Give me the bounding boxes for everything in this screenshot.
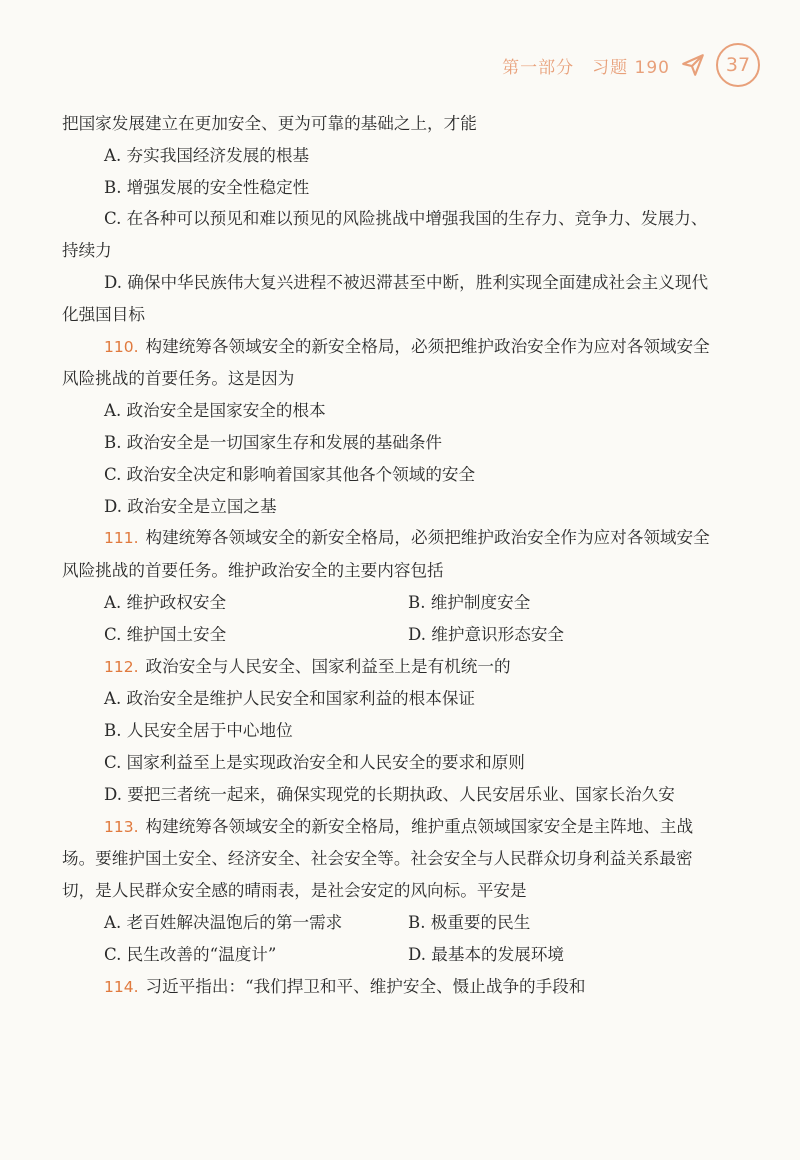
options-row: [62, 587, 712, 619]
question-111: [62, 522, 712, 587]
option-c: C. 国家利益至上是实现政治安全和人民安全的要求和原则: [104, 752, 525, 772]
option-a: A. 政治安全是维护人民安全和国家利益的根本保证: [104, 689, 476, 709]
question-number: 112.: [104, 657, 139, 676]
option-b: B. 人民安全居于中心地位: [104, 721, 293, 741]
page-number: 37: [716, 43, 760, 87]
question-number: 114.: [104, 977, 139, 996]
options-row: [62, 939, 712, 971]
option-c: C. 在各种可以预见和难以预见的风险挑战中增强我国的生存力、竞争力、发展力、持续力: [62, 209, 708, 261]
option-d: D. 要把三者统一起来，确保实现党的长期执政、人民安居乐业、国家长治久安: [104, 784, 675, 804]
question-112: [62, 651, 712, 684]
question-113: [62, 811, 712, 907]
question-text: 习近平指出：“我们捍卫和平、维护安全、慑止战争的手段和: [145, 976, 586, 996]
question-text: 构建统筹各领域安全的新安全格局，必须把维护政治安全作为应对各领域安全风险挑战的首要任务。维护政治安全的主要内容包括: [62, 528, 710, 581]
question-text: 政治安全与人民安全、国家利益至上是有机统一的: [145, 656, 511, 676]
option-b: B. 政治安全是一切国家生存和发展的基础条件: [104, 432, 443, 452]
option-b: B. 极重要的民生: [408, 912, 531, 932]
option-b: B. 增强发展的安全性稳定性: [104, 177, 310, 197]
option-d: D. 最基本的发展环境: [408, 944, 565, 964]
option-c: C. 维护国土安全: [104, 624, 227, 644]
option-a: A. 老百姓解决温饱后的第一需求: [104, 912, 343, 932]
question-text: 构建统筹各领域安全的新安全格局，维护重点领域国家安全是主阵地、主战场。要维护国土安全、经济安全、社会安全等。社会安全与人民群众切身利益关系最密切，是人民群众安全感的晴雨表，是社会安定的风向标。平安是: [62, 816, 694, 901]
page-content: [62, 108, 712, 1003]
option-b: B. 维护制度安全: [408, 592, 531, 612]
section-title: 第一部分 习题 190: [502, 57, 670, 78]
option-a: A. 夯实我国经济发展的根基: [104, 145, 310, 165]
option-c: C. 政治安全决定和影响着国家其他各个领域的安全: [104, 464, 476, 484]
intro-line: 把国家发展建立在更加安全、更为可靠的基础之上，才能: [62, 114, 477, 133]
question-number: 113.: [104, 817, 139, 836]
option-d: D. 政治安全是立国之基: [104, 496, 277, 516]
option-d: D. 维护意识形态安全: [408, 624, 565, 644]
options-row: [62, 907, 712, 939]
option-a: A. 维护政权安全: [104, 592, 227, 612]
paper-plane-icon: [680, 52, 706, 78]
option-c: C. 民生改善的“温度计”: [104, 944, 277, 964]
question-number: 111.: [104, 529, 139, 548]
option-d: D. 确保中华民族伟大复兴进程不被迟滞甚至中断，胜利实现全面建成社会主义现代化强国目标: [62, 272, 709, 324]
question-114: [62, 971, 712, 1004]
page-header: [502, 40, 760, 90]
question-110: [62, 331, 712, 396]
question-text: 构建统筹各领域安全的新安全格局，必须把维护政治安全作为应对各领域安全风险挑战的首要任务。这是因为: [62, 336, 710, 389]
option-a: A. 政治安全是国家安全的根本: [104, 401, 326, 421]
options-row: [62, 619, 712, 651]
question-number: 110.: [104, 337, 139, 356]
